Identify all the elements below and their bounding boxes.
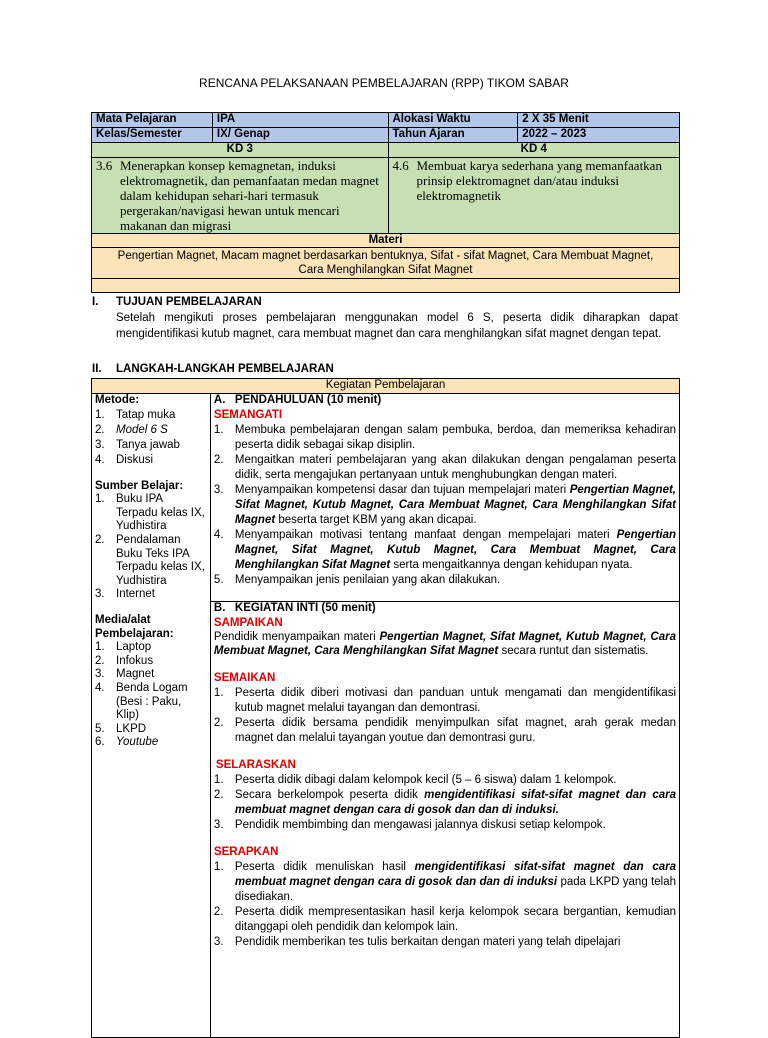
langkah-heading: II. LANGKAH-LANGKAH PEMBELAJARAN	[92, 363, 334, 375]
media-label: Media/alat	[95, 613, 151, 626]
kegiatan-table	[91, 378, 680, 1038]
tujuan-text: Setelah mengikuti proses pembelajaran menggunakan model 6 S, peserta didik diharapkan dapat mengidentifikasi kutub magnet, cara membuat magnet dan cara menghilangkan sifat magnet dengan tepat.	[116, 312, 678, 340]
semangati-label: SEMANGATI	[213, 408, 283, 421]
sampaikan-label: SAMPAIKAN	[213, 616, 283, 629]
sumber-list	[95, 493, 207, 602]
list-item: 3. Magnet	[95, 668, 155, 681]
mapel-value: IPA	[212, 113, 388, 128]
kd3-number: 3.6	[96, 158, 113, 173]
list-item: 4. Benda Logam (Besi : Paku, Klip)	[95, 681, 188, 722]
materi-text: Pengertian Magnet, Macam magnet berdasarkan bentuknya, Sifat - sifat Magnet, Cara Membuat Magnet, Cara Menghilangkan Sifat Magnet	[92, 248, 680, 279]
serapkan-label: SERAPKAN	[213, 845, 279, 858]
selaraskan-list	[214, 773, 676, 833]
list-item: 1. Laptop	[95, 641, 152, 654]
sumber-label: Sumber Belajar:	[95, 479, 184, 492]
info-table	[91, 112, 680, 293]
list-item: 1. Peserta didik menuliskan hasil mengidentifikasi sifat-sifat magnet dan cara membuat magnet dengan cara di gosok dan dan di induksi pada LKPD yang telah disediakan.	[213, 860, 676, 903]
alokasi-label: Alokasi Waktu	[388, 113, 518, 128]
kd4-text: Membuat karya sederhana yang memanfaatkan prinsip elektromagnet dan/atau induksi elektromagnetik	[416, 158, 662, 203]
kd3-cell	[92, 158, 389, 234]
list-item: 1. Peserta didik dibagi dalam kelompok kecil (5 – 6 siswa) dalam 1 kelompok.	[213, 773, 617, 786]
list-item: 6. Youtube	[95, 736, 159, 749]
list-item: 3. Pendidik memberikan tes tulis berkaitan dengan materi yang telah dipelajari	[213, 935, 621, 948]
pendahuluan-cell	[210, 394, 679, 602]
semaikan-label: SEMAIKAN	[213, 671, 276, 684]
pendahuluan-list	[214, 423, 676, 588]
list-item: 5. LKPD	[95, 722, 147, 735]
list-item: 1. Buku IPA Terpadu kelas IX, Yudhistira	[95, 493, 205, 533]
tujuan-heading: I. TUJUAN PEMBELAJARAN	[92, 296, 262, 308]
metode-list	[95, 408, 207, 468]
document-title: RENCANA PELAKSANAAN PEMBELAJARAN (RPP) TIKOM SABAR	[199, 76, 569, 90]
kegiatan-label: Kegiatan Pembelajaran	[92, 379, 680, 394]
kd3-label: KD 3	[92, 143, 389, 158]
list-item: 2. Peserta didik mempresentasikan hasil kerja kelompok secara bergantian, kemudian ditanggapi oleh pendidik dan kelompok lain.	[213, 905, 676, 933]
alokasi-value: 2 X 35 Menit	[518, 113, 680, 128]
mapel-label: Mata Pelajaran	[92, 113, 213, 128]
list-item: 3. Pendidik membimbing dan mengawasi jalannya diskusi setiap kelompok.	[213, 818, 606, 831]
list-item: 2. Infokus	[95, 654, 154, 667]
kd3-text: Menerapkan konsep kemagnetan, induksi elektromagnetik, dan pemanfaatan medan magnet dalam kehidupan sehari-hari termasuk pergerakan/navigasi hewan untuk mencari makanan dan migrasi	[120, 158, 379, 233]
list-item: 2. Mengaitkan materi pembelajaran yang akan dilakukan dengan pengalaman peserta didik, serta mengajukan pertanyaan untuk menghubungkan dengan materi.	[213, 453, 676, 481]
kelas-value: IX/ Genap	[212, 128, 388, 143]
list-item: 1. Membuka pembelajaran dengan salam pembuka, berdoa, dan memeriksa kehadiran peserta didik sebagai sikap disiplin.	[213, 423, 676, 451]
tahun-value: 2022 – 2023	[518, 128, 680, 143]
serapkan-list	[214, 860, 676, 950]
list-item: 1. Tatap muka	[95, 408, 176, 421]
empty-row	[92, 279, 680, 293]
left-column	[92, 394, 211, 1038]
kd4-label: KD 4	[388, 143, 680, 158]
list-item: 4. Diskusi	[95, 453, 154, 466]
list-item: 2. Secara berkelompok peserta didik mengidentifikasi sifat-sifat magnet dan cara membuat magnet dengan cara di gosok dan dan di induksi.	[213, 788, 676, 816]
list-item: 4. Menyampaikan motivasi tentang manfaat dengan mempelajari materi Pengertian Magnet, Sifat Magnet, Kutub Magnet, Cara Membuat Magnet, Cara Menghilangkan Sifat Magnet serta mengaitkannya dengan kehidupan nyata.	[213, 528, 676, 571]
kd4-cell	[388, 158, 680, 234]
sampaikan-text: Pendidik menyampaikan materi Pengertian Magnet, Sifat Magnet, Kutub Magnet, Cara Membuat Magnet, Cara Menghilangkan Sifat Magnet secara runtut dan sistematis.	[213, 630, 676, 657]
selaraskan-label: SELARASKAN	[215, 758, 296, 771]
media-label-2: Pembelajaran:	[95, 627, 174, 640]
kelas-label: Kelas/Semester	[92, 128, 213, 143]
list-item: 5. Menyampaikan jenis penilaian yang akan dilakukan.	[213, 573, 501, 586]
materi-label: Materi	[92, 234, 680, 248]
list-item: 2. Pendalaman Buku Teks IPA Terpadu kelas IX, Yudhistira	[95, 533, 205, 587]
list-item: 3. Tanya jawab	[95, 438, 180, 451]
inti-heading: B. KEGIATAN INTI (50 menit)	[213, 602, 376, 614]
list-item: 1. Peserta didik diberi motivasi dan panduan untuk mengamati dan mengidentifikasi kutub magnet melalui tayangan dan demontrasi.	[213, 686, 676, 714]
kd4-number: 4.6	[392, 158, 409, 173]
list-item: 3. Menyampaikan kompetensi dasar dan tujuan mempelajari materi Pengertian Magnet, Sifat Magnet, Kutub Magnet, Cara Membuat Magnet, Cara Menghilangkan Sifat Magnet beserta target KBM yang akan dicapai.	[213, 483, 677, 526]
media-list	[95, 641, 207, 750]
semaikan-list	[214, 686, 676, 746]
list-item: 2. Model 6 S	[95, 423, 168, 436]
list-item: 2. Peserta didik bersama pendidik menyimpulkan sifat magnet, arah gerak medan magnet dan melalui tayangan youtue dan demontrasi guru.	[213, 716, 676, 744]
list-item: 3. Internet	[95, 588, 155, 601]
metode-label: Metode:	[95, 394, 140, 406]
pendahuluan-heading: A. PENDAHULUAN (10 menit)	[213, 394, 382, 406]
inti-cell	[210, 602, 679, 1038]
tahun-label: Tahun Ajaran	[388, 128, 518, 143]
